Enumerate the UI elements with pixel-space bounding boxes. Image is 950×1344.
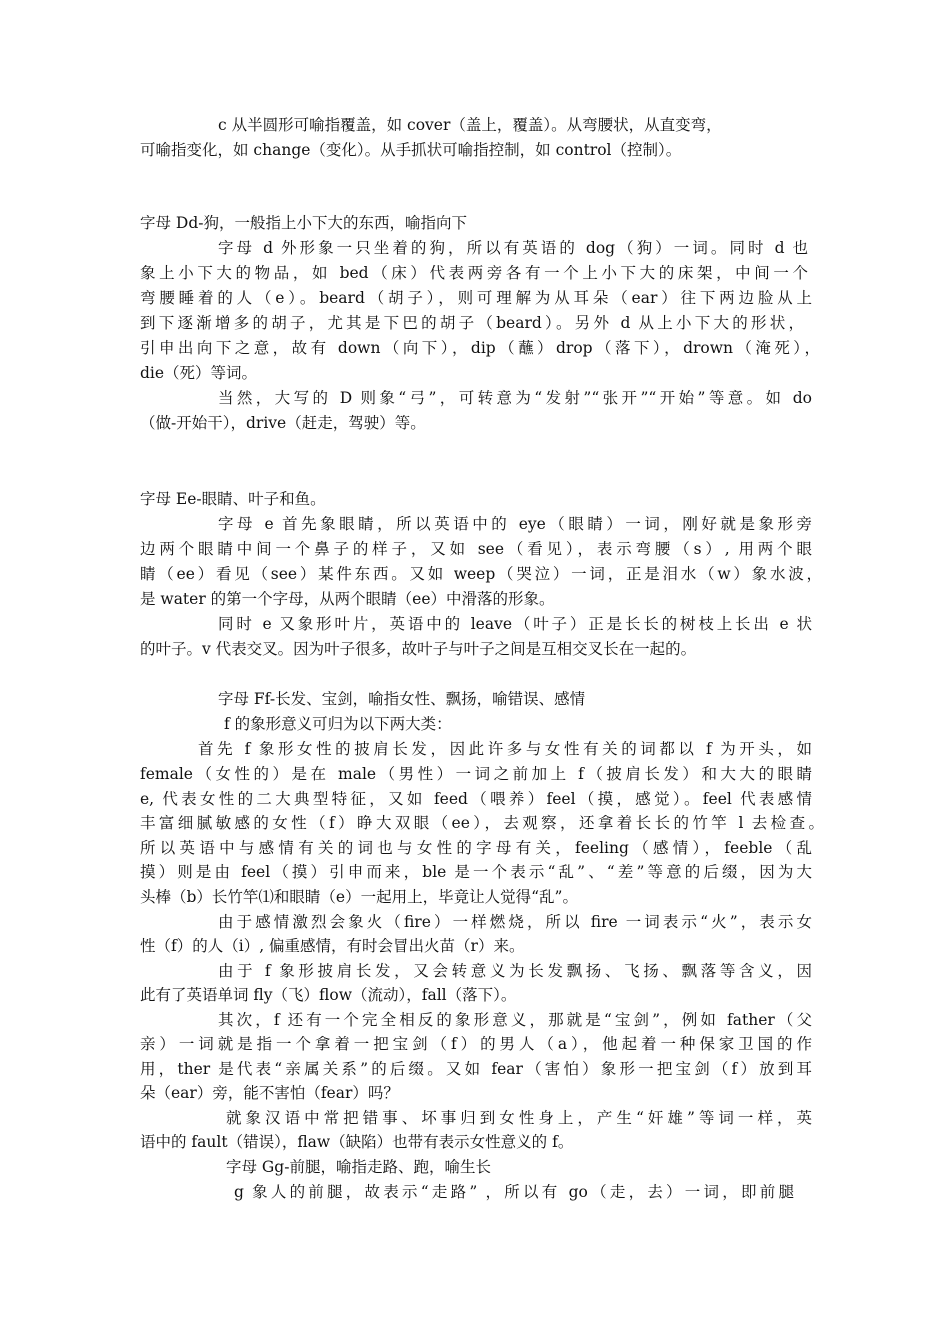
text-line: g 象人的前腿，故表示“走路” ，所以有 go（走，去）一词，即前腿 [234, 1183, 794, 1201]
section-heading-e: 字母 Ee-眼睛、叶子和鱼。 [140, 490, 326, 508]
text-line: 睛（ee）看见（see）某件东西。又如 weep（哭泣）一词，正是泪水（w）象水波， [140, 565, 822, 583]
text-line: 由于感情激烈会象火（fire）一样燃烧，所以 fire 一词表示“火”，表示女 [218, 913, 812, 931]
text-line: f 的象形意义可归为以下两大类： [224, 715, 452, 733]
text-line: 语中的 fault（错误），flaw（缺陷）也带有表示女性意义的 f。 [140, 1133, 574, 1151]
text-line: 同时 e 又象形叶片，英语中的 leave（叶子）正是长长的树枝上长出 e 状 [218, 615, 812, 633]
text-line: 到下逐渐增多的胡子，尤其是下巴的胡子（beard）。另外 d 从上小下大的形状， [140, 314, 804, 332]
text-line: c 从半圆形可喻指覆盖，如 cover（盖上，覆盖）。从弯腰状，从直变弯， [218, 116, 722, 134]
text-line: 头棒（b）长竹竿⑴和眼睛（e）一起用上，毕竟让人觉得“乱”。 [140, 888, 578, 906]
text-line: 摸）则是由 feel（摸）引申而来，ble 是一个表示“乱”、“差”等意的后缀，因为大 [140, 863, 812, 881]
text-line: 字母 e 首先象眼睛，所以英语中的 eye（眼睛）一词，刚好就是象形旁 [218, 515, 812, 533]
text-line: 性（f）的人（i）, 偏重感情，有时会冒出火苗（r）来。 [140, 937, 525, 955]
text-line: 边两个眼睛中间一个鼻子的样子，又如 see（看见），表示弯腰（s）, 用两个眼 [140, 540, 812, 558]
text-line: e, 代表女性的二大典型特征，又如 feed（喂养）feel（摸，感觉）。feel 代表感情 [140, 790, 812, 808]
text-line: 当然，大写的 D 则象“弓”，可转意为“发射”“张开”“开始”等意。如 do [218, 389, 812, 407]
section-heading-f: 字母 Ff-长发、宝剑，喻指女性、飘扬，喻错误、感情 [218, 690, 586, 708]
text-line: 象上小下大的物品，如 bed（床）代表两旁各有一个上小下大的床架，中间一个 [140, 264, 808, 282]
section-heading-g: 字母 Gg-前腿，喻指走路、跑，喻生长 [226, 1158, 491, 1176]
text-line: 的叶子。v 代表交叉。因为叶子很多，故叶子与叶子之间是互相交叉长在一起的。 [140, 640, 697, 658]
text-line: 引申出向下之意，故有 down（向下），dip（蘸）drop（落下），drown（淹死）， [140, 339, 820, 357]
text-line: 朵（ear）旁，能不害怕（fear）吗？ [140, 1084, 399, 1102]
text-line: 是 water 的第一个字母，从两个眼睛（ee）中滑落的形象。 [140, 590, 555, 608]
section-heading-d: 字母 Dd-狗，一般指上小下大的东西，喻指向下 [140, 214, 468, 232]
text-line: 此有了英语单词 fly（飞）flow（流动），fall（落下）。 [140, 986, 517, 1004]
text-line: 弯腰睡着的人（e）。beard（胡子），则可理解为从耳朵（ear）往下两边脸从上 [140, 289, 812, 307]
text-line: 字母 d 外形象一只坐着的狗，所以有英语的 dog（狗）一词。同时 d 也 [218, 239, 808, 257]
text-line: 用，ther 是代表“亲属关系”的后缀。又如 fear（害怕）象形一把宝剑（f）放到耳 [140, 1060, 812, 1078]
text-line: die（死）等词。 [140, 364, 258, 382]
text-line: female（女性的）是在 male（男性）一词之前加上 f（披肩长发）和大大的眼睛 [140, 765, 812, 783]
text-line: 就象汉语中常把错事、坏事归到女性身上，产生“奸雄”等词一样，英 [226, 1109, 812, 1127]
text-line: 丰富细腻敏感的女性（f）睁大双眼（ee），去观察，还拿着长长的竹竿 l 去检查。 [140, 814, 824, 832]
text-line: 其次，f 还有一个完全相反的象形意义，那就是“宝剑”，例如 father（父 [218, 1011, 812, 1029]
text-line: 首先 f 象形女性的披肩长发，因此许多与女性有关的词都以 f 为开头，如 [198, 740, 812, 758]
text-line: 可喻指变化，如 change（变化）。从手抓状可喻指控制，如 control（控制）。 [140, 141, 682, 159]
text-line: 由于 f 象形披肩长发，又会转意义为长发飘扬、飞扬、飘落等含义，因 [218, 962, 812, 980]
text-line: 亲）一词就是指一个拿着一把宝剑（f）的男人（a），他起着一种保家卫国的作 [140, 1035, 812, 1053]
text-line: 所以英语中与感情有关的词也与女性的字母有关，feeling（感情），feeble（乱 [140, 839, 812, 857]
text-line: （做-开始干），drive（赶走，驾驶）等。 [140, 414, 426, 432]
